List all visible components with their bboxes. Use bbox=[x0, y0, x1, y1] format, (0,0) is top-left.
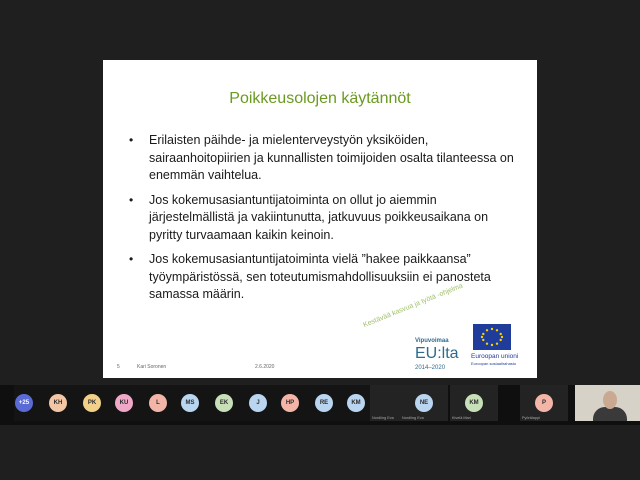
presentation-slide bbox=[103, 60, 537, 378]
eu-sublabel: Euroopan sosiaalirahasto bbox=[471, 361, 517, 366]
bullet-dot-icon: • bbox=[129, 192, 134, 207]
participant-name: Nordling Eva bbox=[372, 416, 394, 420]
participant-avatar: EK bbox=[215, 394, 233, 412]
logo-line-small: Vipuvoimaa bbox=[415, 338, 449, 344]
eu-flag-icon bbox=[473, 324, 511, 350]
bullet-dot-icon: • bbox=[129, 252, 134, 266]
participant-avatar: +25 bbox=[15, 394, 33, 412]
participant-avatar: KH bbox=[49, 394, 67, 412]
bullet-dot-icon: • bbox=[129, 133, 134, 147]
meeting-background bbox=[0, 425, 640, 480]
bullet-text: Jos kokemusasiantuntijatoiminta vielä ”hakee paikkaansa” työympäristössä, sen toteutumismahdollisuuksiin ei panosteta samassa määrin. bbox=[149, 252, 491, 301]
bullet-item bbox=[129, 251, 519, 304]
bullet-text: Jos kokemusasiantuntijatoiminta on ollut jo aiemmin järjestelmällistä ja vakiintunutta, jatkuvuus poikkeusaikana on pyritty turvaamaan kaikin keinoin. bbox=[149, 192, 489, 242]
participant-video-tile[interactable] bbox=[575, 385, 640, 421]
bullet-text: Erilaisten päihde- ja mielenterveystyön yksiköiden, sairaanhoitopiirien ja kunnallisten toimijoiden osalta tilanteessa on enemmän vaihtelua. bbox=[149, 133, 514, 182]
participant-avatar: HP bbox=[281, 394, 299, 412]
logo-line-big: EU:lta bbox=[415, 345, 459, 362]
participant-tile[interactable] bbox=[450, 385, 498, 421]
participant-avatar: J bbox=[249, 394, 267, 412]
logo-years: 2014–2020 bbox=[415, 365, 446, 371]
participant-avatar: KM bbox=[347, 394, 365, 412]
eu-label: Euroopan unioni bbox=[471, 353, 519, 360]
participant-name: Kivelä Mari bbox=[452, 416, 471, 420]
vipuvoimaa-logo bbox=[411, 338, 477, 372]
participant-avatar: KU bbox=[115, 394, 133, 412]
participant-name: Nordling Eva bbox=[402, 416, 424, 420]
program-motto: Kestävää kasvua ja työtä -ohjelma bbox=[362, 282, 464, 329]
participant-avatar: L bbox=[149, 394, 167, 412]
participant-avatar: NE bbox=[415, 394, 433, 412]
bullet-item bbox=[129, 132, 519, 185]
slide-date: 2.6.2020 bbox=[255, 364, 275, 370]
bullet-item bbox=[129, 192, 519, 245]
participant-tile[interactable] bbox=[520, 385, 568, 421]
participant-name: Pyörälappi bbox=[522, 416, 540, 420]
participant-avatar: PK bbox=[83, 394, 101, 412]
participant-body bbox=[593, 407, 627, 421]
participant-avatar: MS bbox=[181, 394, 199, 412]
participant-head bbox=[603, 391, 617, 409]
slide-title: Poikkeusolojen käytännöt bbox=[229, 90, 411, 107]
participant-strip bbox=[0, 385, 640, 425]
participant-avatar: P bbox=[535, 394, 553, 412]
slide-number: 5 bbox=[117, 364, 120, 370]
participant-avatar: RE bbox=[315, 394, 333, 412]
slide-author: Kari Soronen bbox=[137, 364, 167, 370]
participant-tile[interactable] bbox=[400, 385, 448, 421]
participant-avatar: KM bbox=[465, 394, 483, 412]
